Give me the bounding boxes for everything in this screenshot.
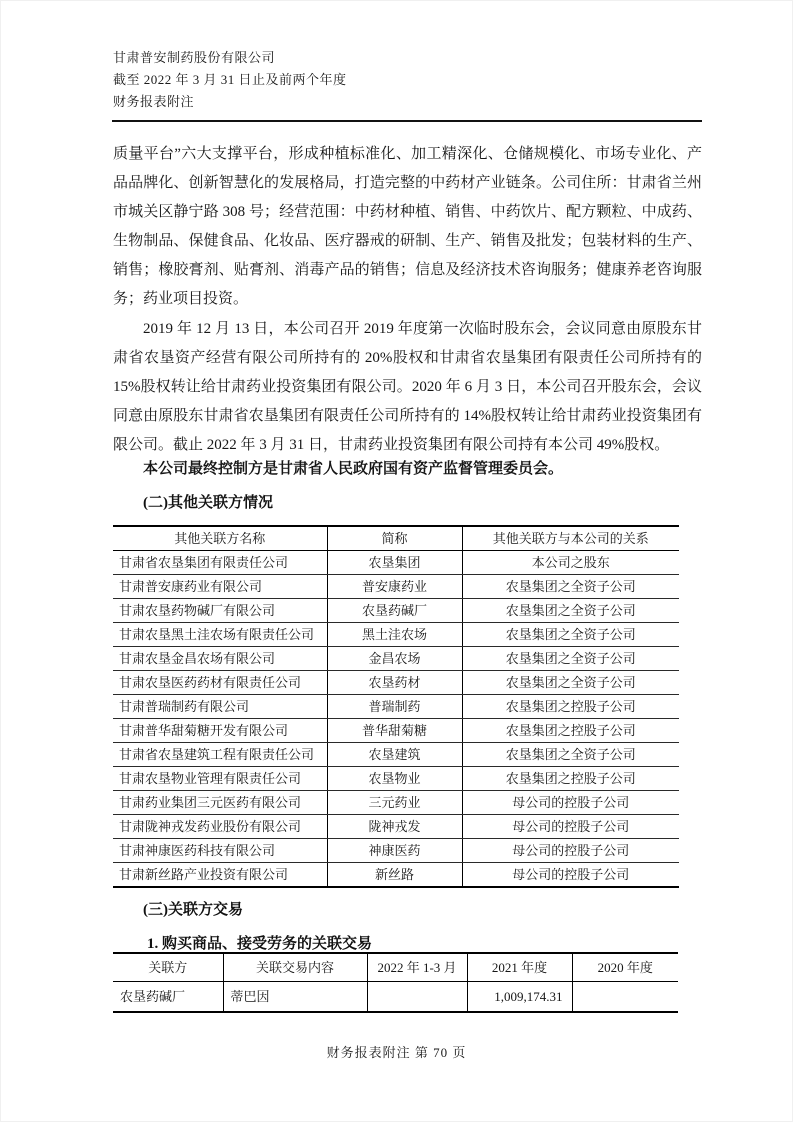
table-row [113, 671, 679, 695]
table-cell: 三元药业 [327, 791, 462, 815]
table-cell: 神康医药 [327, 839, 462, 863]
table-cell: 农垦集团之全资子公司 [462, 647, 679, 671]
table-cell: 农垦药碱厂 [327, 599, 462, 623]
paragraph-equity-transfer: 2019 年 12 月 13 日，本公司召开 2019 年度第一次临时股东会，会议同意由原股东甘肃省农垦资产经营有限公司所持有的 20%股权和甘肃省农垦集团有限责任公司所持有的 15%股权转让给甘肃药业投资集团有限公司。2020 年 6 月 3 日，本公司召开股东会，会议同意由原股东甘肃省农垦集团有限责任公司所持有的 14%股权转让给甘肃药业投资集团有限公司。截止 2022 年 3 月 31 日，甘肃药业投资集团有限公司持有本公司 49%股权。 [113, 321, 702, 453]
table-cell: 农垦集团之控股子公司 [462, 767, 679, 791]
page-footer: 财务报表附注 第 70 页 [326, 1045, 467, 1060]
purchases-table [113, 952, 678, 1013]
column-header: 关联方 [113, 953, 223, 982]
column-header: 简称 [327, 526, 462, 551]
table-header-row [113, 526, 679, 551]
table-header-row [113, 953, 678, 982]
table-row [113, 767, 679, 791]
table-cell: 蒂巴因 [223, 982, 367, 1013]
table-cell: 农垦集团之控股子公司 [462, 719, 679, 743]
table-row [113, 791, 679, 815]
table-cell: 农垦集团之全资子公司 [462, 599, 679, 623]
doc-header [113, 47, 702, 113]
table-cell: 陇神戎发 [327, 815, 462, 839]
table-cell: 黑土洼农场 [327, 623, 462, 647]
purchases-table-head [113, 953, 678, 982]
table-row [113, 863, 679, 888]
table-cell: 甘肃普安康药业有限公司 [113, 575, 327, 599]
related-parties-table-body [113, 551, 679, 888]
table-row [113, 743, 679, 767]
table-cell: 甘肃农垦黑土洼农场有限责任公司 [113, 623, 327, 647]
paragraph-business-scope: 质量平台”六大支撑平台，形成种植标准化、加工精深化、仓储规模化、市场专业化、产品品牌化、创新智慧化的发展格局，打造完整的中药材产业链条。公司住所：甘肃省兰州市城关区静宁路 308 号；经营范围：中药材种植、销售、中药饮片、配方颗粒、中成药、生物制品、保健食品、化妆品、医疗器戒的研制、生产、销售及批发；包装材料的生产、销售；橡胶膏剂、贴膏剂、消毒产品的销售；信息及经济技术咨询服务；健康养老咨询服务；药业项目投资。 [113, 146, 702, 307]
company-name: 甘肃普安制药股份有限公司 [113, 50, 276, 65]
table-cell: 母公司的控股子公司 [462, 815, 679, 839]
table-cell: 母公司的控股子公司 [462, 791, 679, 815]
table-cell: 农垦集团之控股子公司 [462, 695, 679, 719]
table-cell: 甘肃陇神戎发药业股份有限公司 [113, 815, 327, 839]
column-header: 2022 年 1-3 月 [367, 953, 467, 982]
table-row [113, 815, 679, 839]
table-cell [367, 982, 467, 1013]
related-parties-table-head [113, 526, 679, 551]
table-cell [572, 982, 678, 1013]
controller-statement: 本公司最终控制方是甘肃省人民政府国有资产监督管理委员会。 [143, 461, 564, 477]
table-cell: 农垦集团之全资子公司 [462, 575, 679, 599]
table-cell: 甘肃农垦医药药材有限责任公司 [113, 671, 327, 695]
column-header: 其他关联方与本公司的关系 [462, 526, 679, 551]
table-row [113, 551, 679, 575]
table-cell: 普瑞制药 [327, 695, 462, 719]
table-cell: 甘肃新丝路产业投资有限公司 [119, 867, 289, 882]
table-cell: 甘肃农垦物业管理有限责任公司 [113, 767, 327, 791]
table-cell: 母公司的控股子公司 [462, 839, 679, 863]
table-cell: 1,009,174.31 [467, 982, 572, 1013]
table-cell: 甘肃农垦药物碱厂有限公司 [113, 599, 327, 623]
column-header: 2020 年度 [572, 953, 678, 982]
header-divider [112, 120, 702, 122]
table-cell: 农垦集团之全资子公司 [462, 623, 679, 647]
section-heading-related-transactions: (三)关联方交易 [143, 902, 243, 918]
table-cell: 甘肃神康医药科技有限公司 [113, 839, 327, 863]
table-cell: 甘肃省农垦集团有限责任公司 [113, 551, 327, 575]
table-row [113, 839, 679, 863]
table-cell: 农垦集团 [327, 551, 462, 575]
table-cell: 金昌农场 [327, 647, 462, 671]
table-cell: 农垦药材 [327, 671, 462, 695]
doc-title: 财务报表附注 [113, 94, 195, 109]
table-row [113, 623, 679, 647]
table-cell: 农垦物业 [327, 767, 462, 791]
table-cell: 本公司之股东 [462, 551, 679, 575]
section-heading-other-related-parties: (二)其他关联方情况 [143, 495, 273, 511]
table-cell: 新丝路 [327, 863, 462, 888]
table-cell: 普安康药业 [327, 575, 462, 599]
column-header: 关联交易内容 [223, 953, 367, 982]
table-cell: 甘肃普华甜菊糖开发有限公司 [113, 719, 327, 743]
table-cell: 农垦集团之全资子公司 [462, 671, 679, 695]
subsection-heading-purchases: 1. 购买商品、接受劳务的关联交易 [147, 936, 373, 952]
column-header: 其他关联方名称 [113, 526, 327, 551]
table-cell: 农垦集团之全资子公司 [462, 743, 679, 767]
report-period: 截至 2022 年 3 月 31 日止及前两个年度 [113, 72, 347, 87]
table-row [113, 599, 679, 623]
table-cell: 农垦药碱厂 [120, 989, 186, 1004]
purchases-table-body [113, 982, 678, 1013]
table-cell: 农垦建筑 [327, 743, 462, 767]
table-cell: 甘肃省农垦建筑工程有限责任公司 [113, 743, 327, 767]
table-cell: 普华甜菊糖 [327, 719, 462, 743]
table-cell: 甘肃农垦金昌农场有限公司 [113, 647, 327, 671]
table-row [113, 647, 679, 671]
table-cell: 母公司的控股子公司 [462, 863, 679, 888]
table-cell: 甘肃药业集团三元医药有限公司 [113, 791, 327, 815]
table-row [113, 575, 679, 599]
table-row [113, 719, 679, 743]
related-parties-table [113, 525, 679, 888]
column-header: 2021 年度 [467, 953, 572, 982]
table-cell: 甘肃普瑞制药有限公司 [113, 695, 327, 719]
table-row [113, 695, 679, 719]
table-row [113, 982, 678, 1013]
